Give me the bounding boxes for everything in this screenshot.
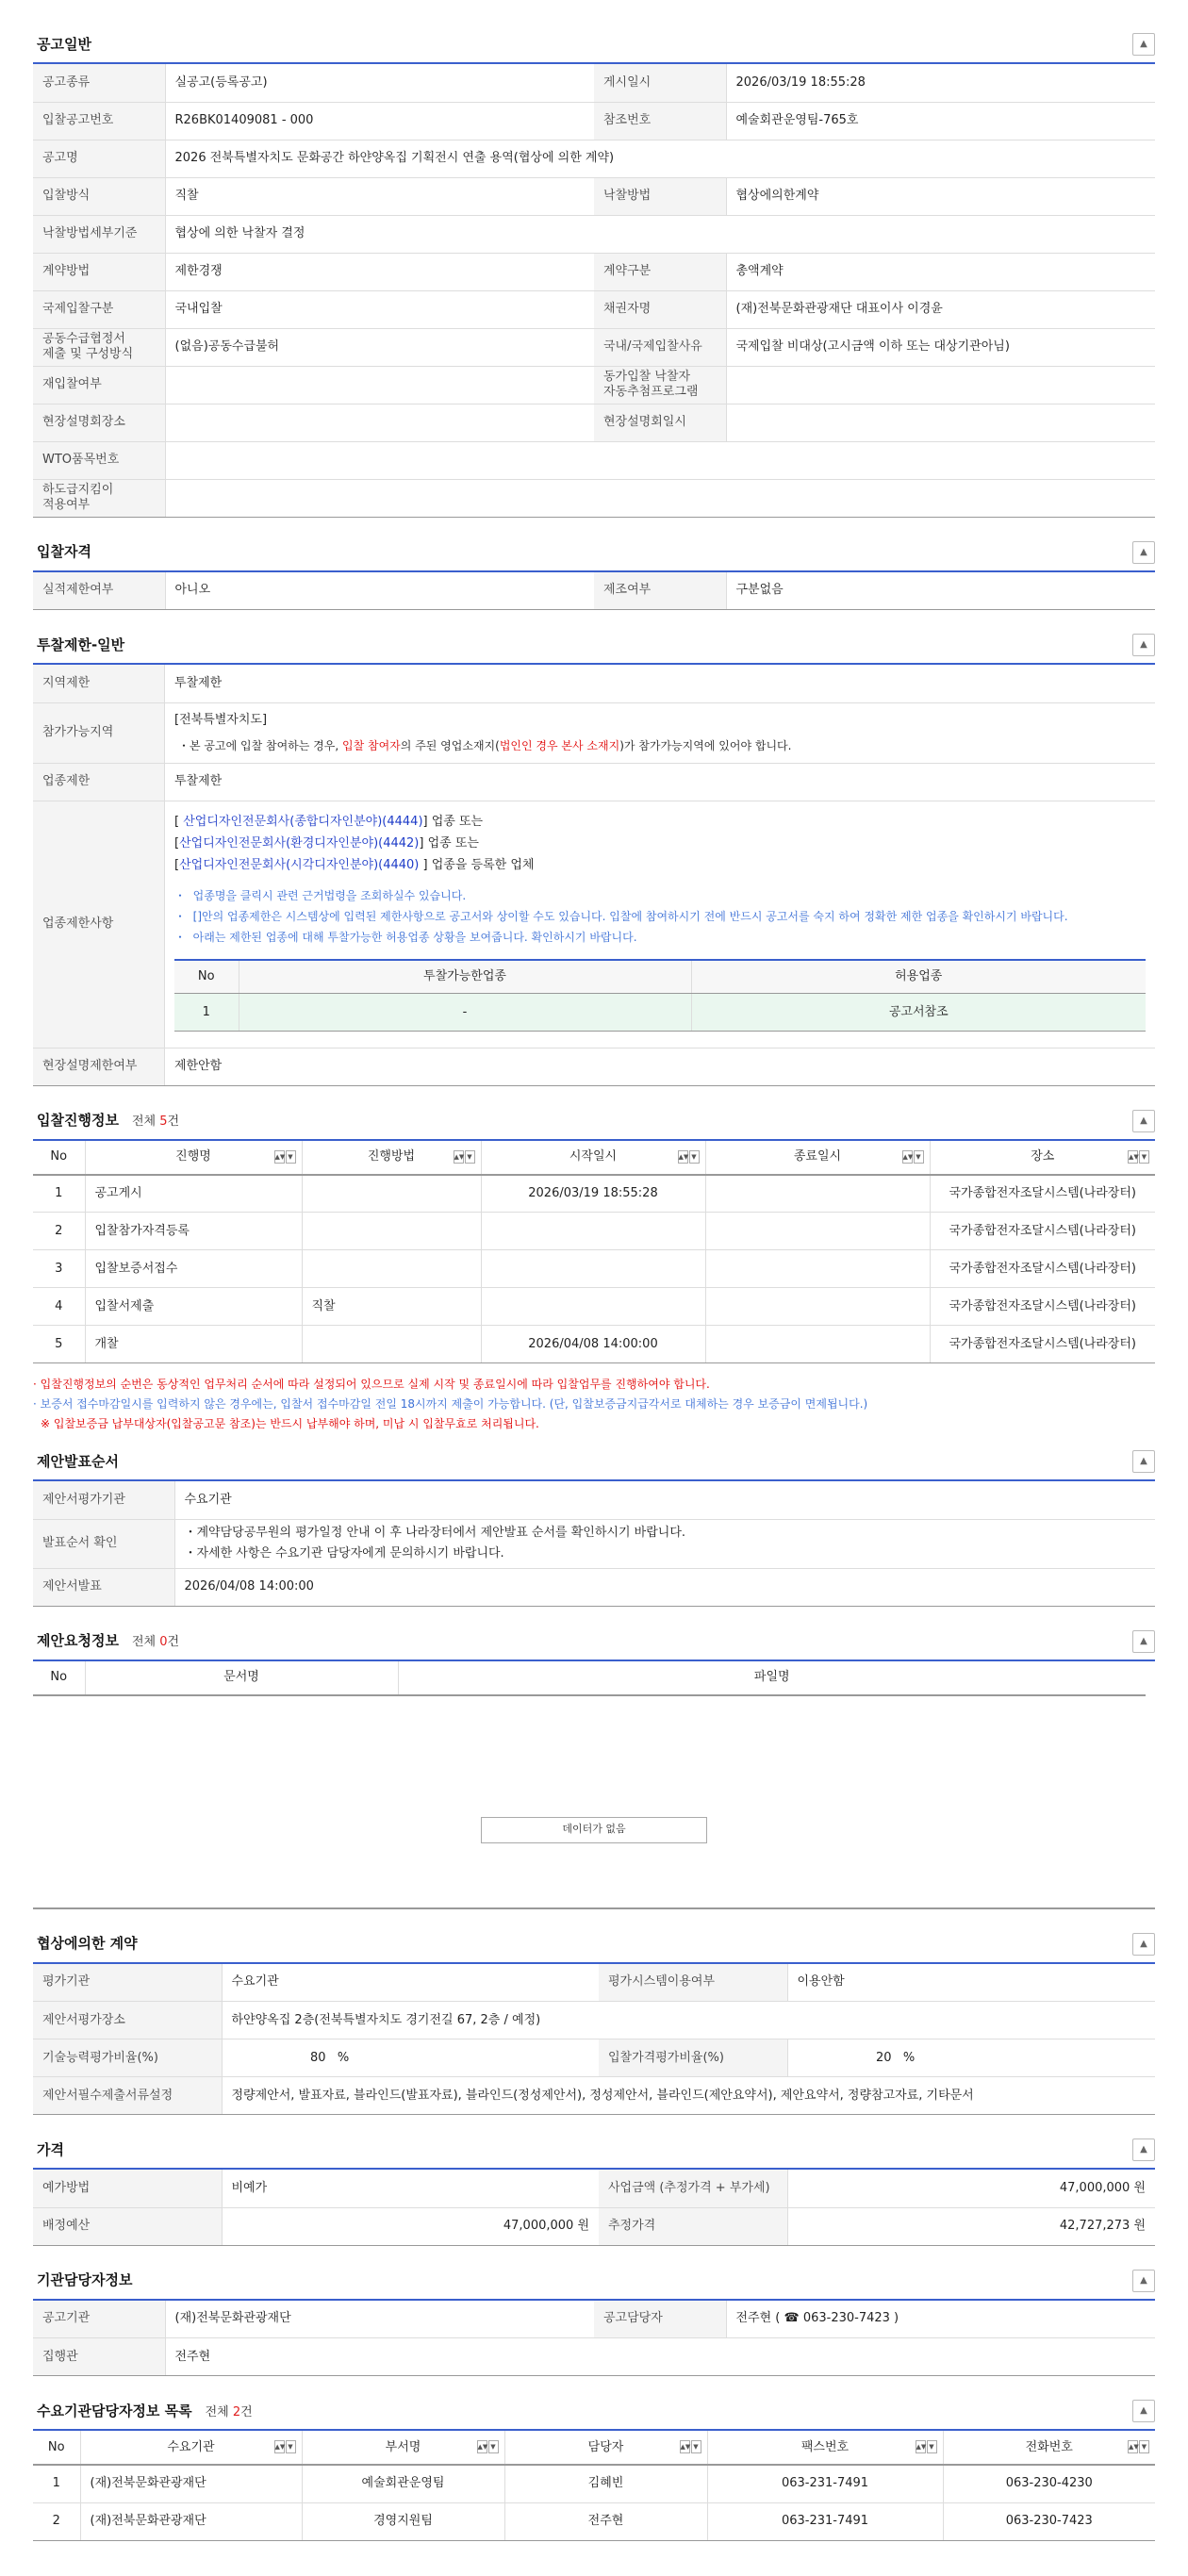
table-cell — [302, 1326, 481, 1363]
allowed-industry-table — [174, 959, 1146, 1032]
table-cell: 국가종합전자조달시스템(나라장터) — [930, 1288, 1155, 1326]
section-title: 가격 — [37, 2140, 64, 2158]
value: 2026/04/08 14:00:00 — [174, 1568, 1155, 1606]
table-cell: 063-230-4230 — [943, 2465, 1155, 2502]
table-cell: 2026/04/08 14:00:00 — [481, 1326, 705, 1363]
column-header[interactable] — [707, 2431, 943, 2465]
industry-note: ・ 업종명을 클릭시 관련 근거법령을 조회하실수 있습니다. — [174, 888, 467, 902]
progress-table — [33, 1141, 1155, 1364]
note: · 보증서 접수마감일시를 입력하지 않은 경우에는, 입찰서 접수마감일 전일 18시까지 제출이 가능합니다. (단, 입찰보증금지급각서로 대체하는 경우 보증금이 면제됩니다.) — [33, 1397, 868, 1411]
table-cell: 063-230-7423 — [943, 2502, 1155, 2540]
section-title: 투찰제한-일반 — [37, 636, 125, 653]
table-cell: 063-231-7491 — [707, 2465, 943, 2502]
percent-unit: % — [902, 2050, 916, 2065]
chevron-up-icon[interactable]: ▲ — [1132, 634, 1155, 656]
chevron-up-icon[interactable]: ▲ — [1132, 2270, 1155, 2292]
column-label: 장소 — [1031, 1149, 1055, 1164]
count-number: 0 — [159, 1635, 168, 1650]
industry-note: ・ 아래는 제한된 업종에 대해 투찰가능한 허용업종 상황을 보여줍니다. 확인하시기 바랍니다. — [174, 930, 637, 944]
value: 투찰제한 — [165, 763, 1156, 801]
column-label: No — [47, 2439, 65, 2454]
column-label: 전화번호 — [1025, 2439, 1073, 2454]
table-cell: 입찰보증서접수 — [85, 1250, 302, 1288]
table-cell: 국가종합전자조달시스템(나라장터) — [930, 1250, 1155, 1288]
table-cell: 국가종합전자조달시스템(나라장터) — [930, 1213, 1155, 1250]
value: 제한경쟁 — [165, 253, 594, 290]
value: 수요기관 — [222, 1964, 599, 2002]
table-cell — [302, 1250, 481, 1288]
value — [165, 441, 1155, 479]
label: 평가시스템이용여부 — [599, 1964, 787, 2002]
section-title: 입찰자격 — [37, 543, 91, 561]
chevron-up-icon[interactable]: ▲ — [1132, 1110, 1155, 1132]
notice-table — [33, 64, 1155, 518]
table-cell: 국가종합전자조달시스템(나라장터) — [930, 1326, 1155, 1363]
label: 평가기관 — [33, 1964, 222, 2002]
section-header — [33, 1103, 1155, 1141]
value: 실공고(등록공고) — [165, 64, 594, 102]
table-cell: 2 — [33, 1213, 85, 1250]
section-title: 제안발표순서 — [37, 1452, 119, 1470]
column-header: 투찰가능한업종 — [239, 960, 691, 994]
value: 47,000,000 원 — [787, 2170, 1155, 2207]
dropdown-icon[interactable]: ▼ — [1139, 1150, 1149, 1164]
sort-dropdown-icon[interactable] — [916, 2440, 937, 2453]
label: 제안서평가장소 — [33, 2002, 222, 2039]
chevron-up-icon[interactable]: ▲ — [1132, 2400, 1155, 2422]
progress-notes — [33, 1375, 1155, 1434]
label: 공고기관 — [33, 2301, 165, 2338]
dropdown-icon[interactable]: ▼ — [286, 1150, 296, 1164]
region-name: [전북특별자치도] — [174, 713, 268, 728]
label: 공고명 — [33, 140, 165, 177]
label: 배정예산 — [33, 2207, 222, 2245]
note-text: []안의 업종제한은 시스템상에 입력된 제한사항으로 공고서와 상이할 수도 있습니다. 입찰에 참여하시기 전에 반드시 공고서를 숙지 하여 정확한 제한 업종을 확인하시기 바랍니다. — [192, 909, 1068, 923]
sort-dropdown-icon[interactable] — [1128, 1150, 1149, 1164]
column-label: 수요기관 — [167, 2439, 215, 2454]
value: 국내입찰 — [165, 290, 594, 328]
table-cell: 5 — [33, 1326, 85, 1363]
section-negotiated-contract — [33, 1926, 1155, 2116]
label: 채권자명 — [594, 290, 726, 328]
industry-note: ・ []안의 업종제한은 시스템상에 입력된 제한사항으로 공고서와 상이할 수도 있습니다. 입찰에 참여하시기 전에 반드시 공고서를 숙지 하여 정확한 제한 업종을 확인하시기 바랍니다. — [174, 909, 1068, 923]
label: 지역제한 — [33, 665, 165, 702]
label: 국제입찰구분 — [33, 290, 165, 328]
column-header: 파일명 — [398, 1661, 1146, 1695]
industry-link[interactable]: 산업디자인전문회사(종합디자인분야)(4444) — [183, 814, 423, 829]
section-header — [33, 627, 1155, 665]
table-cell: (재)전북문화관광재단 — [80, 2465, 302, 2502]
dropdown-icon[interactable]: ▼ — [691, 2440, 701, 2453]
sort-icon[interactable]: ▲▼ — [454, 1150, 464, 1164]
label: 제안서필수제출서류설정 — [33, 2077, 222, 2115]
label: 입찰공고번호 — [33, 102, 165, 140]
section-title: 입찰진행정보 — [37, 1112, 119, 1130]
table-cell: 공고게시 — [85, 1175, 302, 1213]
dropdown-icon[interactable]: ▼ — [286, 2440, 296, 2453]
column-label: 팩스번호 — [800, 2439, 850, 2454]
label: 예가방법 — [33, 2170, 222, 2207]
column-label: No — [50, 1149, 68, 1164]
table-cell — [705, 1326, 930, 1363]
column-header[interactable] — [302, 2431, 504, 2465]
label: 기술능력평가비율(%) — [33, 2039, 222, 2077]
label: 국내/국제입찰사유 — [594, 328, 726, 366]
column-header[interactable] — [481, 1141, 705, 1175]
label: 계약구분 — [594, 253, 726, 290]
sort-dropdown-icon[interactable] — [1128, 2440, 1149, 2453]
label: WTO품목번호 — [33, 441, 165, 479]
section-notice-general — [33, 26, 1155, 518]
note-part: 의 주된 영업소재지( — [400, 738, 500, 752]
section-header — [33, 2263, 1155, 2301]
industry-suffix: 업종 또는 — [431, 814, 484, 829]
column-header: 문서명 — [85, 1661, 398, 1695]
table-row[interactable] — [33, 1250, 1155, 1288]
industry-suffix: 업종 또는 — [427, 835, 479, 850]
label: 발표순서 확인 — [33, 1519, 174, 1568]
label-line: 적용여부 — [42, 498, 91, 512]
table-row[interactable] — [33, 1213, 1155, 1250]
label: 낙찰방법세부기준 — [33, 215, 165, 253]
sort-dropdown-icon[interactable] — [678, 1150, 700, 1164]
sort-dropdown-icon[interactable] — [274, 2440, 296, 2453]
table-cell: 국가종합전자조달시스템(나라장터) — [930, 1175, 1155, 1213]
label: 게시일시 — [594, 64, 726, 102]
value — [787, 2039, 1155, 2077]
label: 계약방법 — [33, 253, 165, 290]
label: 추정가격 — [599, 2207, 787, 2245]
value: 투찰제한 — [165, 665, 1156, 702]
label: 현장설명회일시 — [594, 404, 726, 441]
value: (재)전북문화관광재단 대표이사 이경윤 — [726, 290, 1155, 328]
sort-icon[interactable]: ▲▼ — [902, 1150, 913, 1164]
label: 참조번호 — [594, 102, 726, 140]
column-header: 허용업종 — [691, 960, 1146, 994]
empty-area — [33, 1696, 1155, 1909]
section-demand-contacts — [33, 2393, 1155, 2541]
table-cell: 입찰서제출 — [85, 1288, 302, 1326]
value — [222, 2039, 599, 2077]
dropdown-icon[interactable]: ▼ — [689, 1150, 700, 1164]
region-detail — [165, 702, 1156, 763]
table-cell — [705, 1175, 930, 1213]
column-label: 시작일시 — [569, 1149, 618, 1164]
value: 이용안함 — [787, 1964, 1155, 2002]
label: 집행관 — [33, 2338, 165, 2376]
table-cell: 입찰참가자격등록 — [85, 1213, 302, 1250]
cell: - — [239, 994, 691, 1032]
industry-suffix: 업종을 등록한 업체 — [431, 857, 535, 872]
table-cell — [481, 1288, 705, 1326]
table-cell: 개찰 — [85, 1326, 302, 1363]
label: 입찰가격평가비율(%) — [599, 2039, 787, 2077]
chevron-up-icon[interactable]: ▲ — [1132, 1450, 1155, 1473]
label-line: 하도급지킴이 — [42, 483, 114, 498]
section-header — [33, 26, 1155, 64]
label: 업종제한 — [33, 763, 165, 801]
value: 직찰 — [165, 177, 594, 215]
chevron-up-icon[interactable]: ▲ — [1132, 541, 1155, 564]
percent-unit: % — [337, 2050, 350, 2065]
region-note — [174, 738, 1146, 753]
label: 낙찰방법 — [594, 177, 726, 215]
value: 2026/03/19 18:55:28 — [726, 64, 1155, 102]
cell: 1 — [174, 994, 239, 1032]
section-header — [33, 1624, 1155, 1661]
sort-dropdown-icon[interactable] — [274, 1150, 296, 1164]
column-label: 종료일시 — [793, 1149, 842, 1164]
column-header[interactable] — [943, 2431, 1155, 2465]
table-row[interactable] — [33, 1326, 1155, 1363]
label: 공고종류 — [33, 64, 165, 102]
section-title: 제안요청정보 — [37, 1632, 119, 1650]
column-header[interactable] — [705, 1141, 930, 1175]
value: 42,727,273 원 — [787, 2207, 1155, 2245]
label-line: 자동추첨프로그램 — [603, 385, 699, 399]
label: 제조여부 — [594, 572, 726, 610]
table-cell: 2 — [33, 2502, 80, 2540]
table-cell — [302, 1213, 481, 1250]
value — [165, 366, 594, 404]
value: (없음)공동수급불허 — [165, 328, 594, 366]
label: 참가가능지역 — [33, 702, 165, 763]
table-cell: 예술회관운영팀 — [302, 2465, 504, 2502]
sort-icon[interactable]: ▲▼ — [680, 2440, 690, 2453]
note-part: ・본 공고에 입찰 참여하는 경우, — [178, 738, 342, 752]
table-cell: 1 — [33, 1175, 85, 1213]
section-qualification — [33, 535, 1155, 611]
note-part: 입찰 참여자 — [342, 738, 401, 752]
table-cell: 전주현 — [504, 2502, 707, 2540]
sort-dropdown-icon[interactable] — [454, 1150, 475, 1164]
table-cell — [302, 1175, 481, 1213]
cell: 공고서참조 — [691, 994, 1146, 1032]
value: 국제입찰 비대상(고시금액 이하 또는 대상기관아님) — [726, 328, 1155, 366]
count-suffix: 건 — [167, 1635, 180, 1650]
label — [33, 479, 165, 517]
sort-icon[interactable]: ▲▼ — [916, 2440, 926, 2453]
count-number: 5 — [159, 1115, 168, 1130]
table-cell: 김혜빈 — [504, 2465, 707, 2502]
percent-value: 80 — [309, 2050, 326, 2065]
section-header — [33, 535, 1155, 572]
value: 수요기관 — [174, 1481, 1155, 1519]
note-part: 법인인 경우 본사 소재지 — [499, 738, 620, 752]
label: 제안서평가기관 — [33, 1481, 174, 1519]
chevron-up-icon[interactable]: ▲ — [1132, 1630, 1155, 1653]
sort-dropdown-icon[interactable] — [477, 2440, 499, 2453]
label-line: 공동수급협정서 — [42, 332, 125, 347]
section-header — [33, 2393, 1155, 2431]
label: 실적제한여부 — [33, 572, 165, 610]
section-bid-restriction — [33, 627, 1155, 1086]
table-cell: 1 — [33, 2465, 80, 2502]
column-label: 부서명 — [385, 2439, 421, 2454]
value — [726, 404, 1155, 441]
table-cell: 2026/03/19 18:55:28 — [481, 1175, 705, 1213]
label: 입찰방식 — [33, 177, 165, 215]
table-row[interactable] — [33, 2502, 1155, 2540]
table-cell: 3 — [33, 1250, 85, 1288]
value: 하얀양옥집 2층(전북특별자치도 경기전길 67, 2층 / 예정) — [222, 2002, 1155, 2039]
section-title: 공고일반 — [37, 35, 91, 53]
value — [726, 366, 1155, 404]
chevron-up-icon[interactable]: ▲ — [1132, 33, 1155, 56]
column-header: No — [33, 1661, 85, 1695]
value: 구분없음 — [726, 572, 1155, 610]
value: 예술회관운영팀-765호 — [726, 102, 1155, 140]
note-text: 아래는 제한된 업종에 대해 투찰가능한 허용업종 상황을 보여줍니다. 확인하시기 바랍니다. — [192, 930, 637, 944]
table-cell — [481, 1213, 705, 1250]
column-header[interactable] — [302, 1141, 481, 1175]
total-count — [132, 1635, 179, 1649]
sort-icon[interactable]: ▲▼ — [274, 1150, 285, 1164]
count-prefix: 전체 — [205, 2404, 233, 2419]
column-header[interactable] — [85, 1141, 302, 1175]
section-title: 기관담당자정보 — [37, 2271, 133, 2289]
section-bid-progress — [33, 1103, 1155, 1435]
value: 협상에의한계약 — [726, 177, 1155, 215]
column-header — [33, 1141, 85, 1175]
label-line: 제출 및 구성방식 — [42, 347, 134, 361]
value: 협상에 의한 낙찰자 결정 — [165, 215, 1155, 253]
table-cell: 063-231-7491 — [707, 2502, 943, 2540]
section-header — [33, 1444, 1155, 1481]
count-prefix: 전체 — [131, 1115, 160, 1130]
section-title: 협상에의한 계약 — [37, 1935, 138, 1953]
sort-dropdown-icon[interactable] — [680, 2440, 701, 2453]
dropdown-icon[interactable]: ▼ — [488, 2440, 499, 2453]
dropdown-icon[interactable]: ▼ — [465, 1150, 475, 1164]
section-price — [33, 2132, 1155, 2246]
value: 총액계약 — [726, 253, 1155, 290]
label — [594, 366, 726, 404]
count-prefix: 전체 — [131, 1635, 160, 1650]
column-header[interactable] — [80, 2431, 302, 2465]
note-part: )가 참가가능지역에 있어야 합니다. — [619, 738, 792, 752]
value: 제한안함 — [165, 1048, 1156, 1085]
table-cell: 직찰 — [302, 1288, 481, 1326]
section-agency-contact — [33, 2263, 1155, 2377]
label: 재입찰여부 — [33, 366, 165, 404]
note: · 입찰진행정보의 순번은 동상적인 업무처리 순서에 따라 설정되어 있으므로 실제 시작 및 종료일시에 따라 입찰업무를 진행하여야 합니다. — [33, 1378, 710, 1391]
label-line: 동가입찰 낙찰자 — [603, 370, 691, 385]
industry-detail: [ 산업디자인전문회사(종합디자인분야)(4444)] 업종 또는 [산업디자인전문회사(환경디자인분야)(4442)] 업종 또는 [산업디자인전문회사(시각디자인분야)(4440) ] 업종을 등록한 업체 ・ 업종명을 클릭시 관련 근거법령을 조회하실수 있습니다. ・ []안의 업종제한은 시스템상에 입력된 제한사항으로 공고서와 상이할 수도 있습니다. 입찰에 참여하시기 전에 반드시 공고서를 숙지 하여 정확한 제한 업종을 확인하시기 바랍니다. ・ 아래는 제한된 업종에 대해 투찰가능한 허용업종 상황을 보여줍니다. 확인하시기 바랍니다. No 투찰가능한업종 허용업종 1 - 공고서참조 — [165, 801, 1156, 1048]
table-cell — [705, 1213, 930, 1250]
dropdown-icon[interactable]: ▼ — [914, 1150, 924, 1164]
column-label: 진행명 — [175, 1149, 211, 1164]
table-cell — [481, 1250, 705, 1288]
table-row[interactable] — [33, 1288, 1155, 1326]
value: 전주현 ( ☎ 063-230-7423 ) — [726, 2301, 1155, 2338]
table-cell: 경영지원팀 — [302, 2502, 504, 2540]
count-number: 2 — [232, 2404, 241, 2419]
note-text: 업종명을 클릭시 관련 근거법령을 조회하실수 있습니다. — [192, 888, 467, 902]
percent-value: 20 — [875, 2050, 892, 2065]
industry-link[interactable]: 산업디자인전문회사(시각디자인분야)(4440) — [179, 857, 420, 872]
value: (재)전북문화관광재단 — [165, 2301, 594, 2338]
label: 업종제한사항 — [33, 801, 165, 1048]
table-cell — [705, 1288, 930, 1326]
sort-icon[interactable]: ▲▼ — [477, 2440, 487, 2453]
label: 현장설명회장소 — [33, 404, 165, 441]
label: 사업금액 (추정가격 + 부가세) — [599, 2170, 787, 2207]
chevron-up-icon[interactable]: ▲ — [1132, 1933, 1155, 1956]
no-data-message: 데이터가 없음 — [481, 1817, 707, 1843]
dropdown-icon[interactable]: ▼ — [927, 2440, 937, 2453]
total-count — [206, 2405, 253, 2419]
value: 비예가 — [222, 2170, 599, 2207]
sort-icon[interactable]: ▲▼ — [274, 2440, 285, 2453]
label — [33, 328, 165, 366]
value: 아니오 — [165, 572, 594, 610]
label: 제안서발표 — [33, 1568, 174, 1606]
value — [174, 1519, 1155, 1568]
section-header — [33, 2132, 1155, 2170]
table-cell: (재)전북문화관광재단 — [80, 2502, 302, 2540]
value: 47,000,000 원 — [222, 2207, 599, 2245]
value — [165, 404, 594, 441]
column-header — [33, 2431, 80, 2465]
count-suffix: 건 — [167, 1115, 180, 1130]
dropdown-icon[interactable]: ▼ — [1139, 2440, 1149, 2453]
note: ※ 입찰보증금 납부대상자(입찰공고문 참조)는 반드시 납부해야 하며, 미납 시 입찰무효로 처리됩니다. — [41, 1417, 539, 1430]
sort-icon[interactable]: ▲▼ — [1128, 1150, 1138, 1164]
chevron-up-icon[interactable]: ▲ — [1132, 2138, 1155, 2161]
column-header[interactable] — [930, 1141, 1155, 1175]
total-count — [132, 1115, 179, 1129]
value-line: ・자세한 사항은 수요기관 담당자에게 문의하시기 바랍니다. — [184, 1546, 504, 1560]
sort-icon[interactable]: ▲▼ — [678, 1150, 688, 1164]
section-presentation-order — [33, 1444, 1155, 1607]
sort-icon[interactable]: ▲▼ — [1128, 2440, 1138, 2453]
notice-title: 2026 전북특별자치도 문화공간 하얀양옥집 기획전시 연출 용역(협상에 의한 계약) — [165, 140, 1155, 177]
label: 현장설명제한여부 — [33, 1048, 165, 1085]
section-header — [33, 1926, 1155, 1964]
value — [165, 479, 1155, 517]
column-header: No — [174, 960, 239, 994]
column-header[interactable] — [504, 2431, 707, 2465]
table-row[interactable] — [33, 2465, 1155, 2502]
column-label: 진행방법 — [367, 1149, 416, 1164]
count-suffix: 건 — [240, 2404, 253, 2419]
value: R26BK01409081 - 000 — [165, 102, 594, 140]
table-cell: 4 — [33, 1288, 85, 1326]
proposal-table — [33, 1661, 1146, 1696]
sort-dropdown-icon[interactable] — [902, 1150, 924, 1164]
industry-link[interactable]: 산업디자인전문회사(환경디자인분야)(4442) — [179, 835, 420, 850]
label: 공고담당자 — [594, 2301, 726, 2338]
value: 정량제안서, 발표자료, 블라인드(발표자료), 블라인드(정성제안서), 정성제안서, 블라인드(제안요약서), 제안요약서, 정량참고자료, 기타문서 — [222, 2077, 1155, 2115]
column-label: 담당자 — [587, 2439, 624, 2454]
section-title: 수요기관담당자정보 목록 — [37, 2402, 192, 2419]
table-row[interactable] — [33, 1175, 1155, 1213]
contacts-table — [33, 2431, 1155, 2541]
value-line: ・계약담당공무원의 평가일정 안내 이 후 나라장터에서 제안발표 순서를 확인하시기 바랍니다. — [184, 1526, 686, 1540]
table-cell — [705, 1250, 930, 1288]
section-proposal-request — [33, 1624, 1155, 1909]
value: 전주현 — [165, 2338, 1155, 2376]
